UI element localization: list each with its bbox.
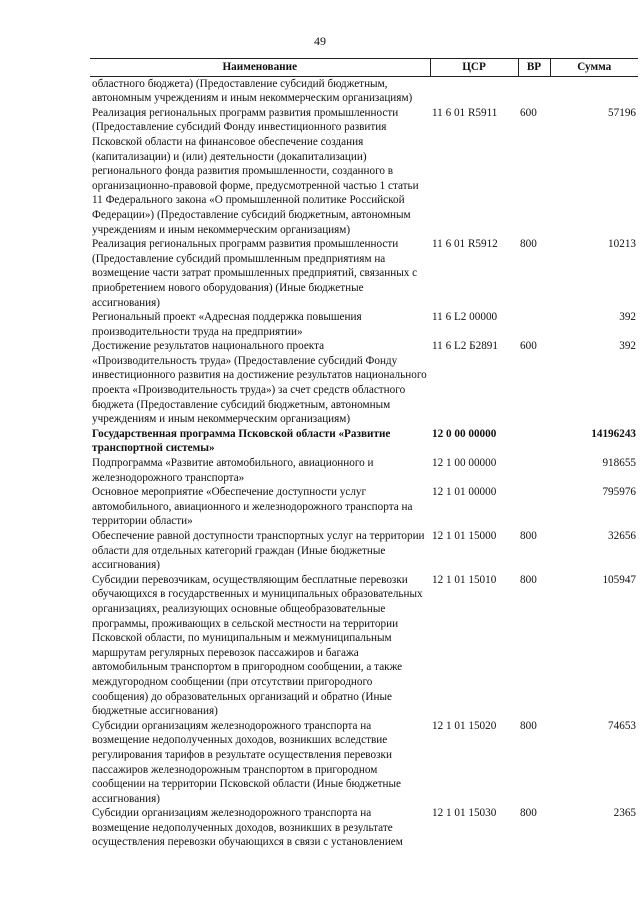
row-csr-cell: 12 1 01 00000 (432, 486, 497, 499)
table-row (90, 456, 638, 485)
row-csr-cell: 12 1 01 15030 (432, 807, 497, 820)
row-vr-cell (518, 76, 550, 106)
table-row (90, 106, 638, 237)
table-row (90, 310, 638, 339)
row-vr-cell: 800 (520, 238, 537, 251)
table-row (90, 806, 638, 850)
row-sum-cell: 795976 (602, 486, 636, 499)
row-csr-cell: 12 1 01 15020 (432, 719, 497, 732)
row-name-cell: Региональный проект «Адресная поддержка повышения производительности труда на предприятии» (92, 311, 362, 338)
row-vr-cell (518, 456, 550, 485)
column-header-csr: ЦСР (430, 59, 518, 77)
table-header-row (90, 59, 638, 77)
row-sum-cell: 392 (619, 311, 636, 324)
table-row (90, 573, 638, 719)
row-name-cell: областного бюджета) (Предоставление субсидий бюджетным, автономным учреждениям и иным некоммерческим организациям) (92, 77, 413, 105)
table-row (90, 485, 638, 529)
row-vr-cell: 800 (520, 573, 537, 586)
row-vr-cell (518, 427, 550, 456)
column-header-vr: ВР (518, 59, 550, 77)
column-header-name: Наименование (90, 59, 430, 77)
row-csr-cell: 11 6 L2 00000 (432, 311, 498, 324)
row-sum-cell: 32656 (608, 530, 636, 542)
row-csr-cell (430, 76, 518, 106)
row-sum-cell (550, 76, 638, 106)
table-row (90, 529, 638, 573)
row-name-cell: Субсидии перевозчикам, осуществляющим бесплатные перевозки обучающихся в государственных и муниципальных образовательных организациях, реализующих основные общеобразовательные программы, проживающих в сельской местности на территории Псковской области, по муниципальным и межмуниципальным маршрутам регулярных перевозок пассажиров и багажа автомобильным транспортом в пригородном сообщении, а также междугородном сообщении (при отсутствии пригородного сообщения) до образовательных организаций и обратно (Иные бюджетные ассигнования) (92, 573, 423, 718)
table-row (90, 427, 638, 456)
row-sum-cell: 2365 (613, 807, 636, 820)
row-name-cell: Обеспечение равной доступности транспортных услуг на территории области для отдельных категорий граждан (Иные бюджетные ассигнования) (92, 530, 425, 572)
column-header-sum: Сумма (550, 59, 638, 77)
row-vr-cell: 800 (520, 719, 537, 732)
row-sum-cell: 105947 (602, 573, 636, 586)
row-name-cell: Реализация региональных программ развития промышленности (Предоставление субсидий Фонду инвестиционного развития Псковской области на финансовое обеспечение создания (капитализации) и (или) деятельности (докапитализации) регионального фонда развития промышленности, созданного в организационно-правовой форме, предусмотренной частью 1 статьи 11 Федерального закона «О промышленной политике Российской Федерации») (Предоставление субсидий бюджетным, автономным учреждениям и иным некоммерческим организациям) (92, 106, 419, 236)
table-row (90, 237, 638, 310)
row-csr-cell: 12 0 00 00000 (432, 427, 497, 440)
row-name-cell: Реализация региональных программ развития промышленности (Предоставление субсидий промышленным предприятиям на возмещение части затрат промышленных предприятий, связанных с приобретением нового оборудования) (Иные бюджетные ассигнования) (92, 238, 418, 309)
row-csr-cell: 11 6 01 R5912 (432, 238, 498, 251)
row-sum-cell: 918655 (602, 457, 636, 470)
row-sum-cell: 10213 (608, 238, 636, 251)
row-csr-cell: 12 1 00 00000 (432, 457, 497, 470)
row-vr-cell: 600 (520, 340, 537, 353)
row-sum-cell: 14196243 (591, 427, 636, 440)
row-name-cell: Основное мероприятие «Обеспечение доступности услуг автомобильного, авиационного и железнодорожного транспорта на территории области» (92, 486, 413, 528)
row-name-cell: Субсидии организациям железнодорожного транспорта на возмещение недополученных доходов, возникших в результате осуществления перевозки обучающихся в связи с установлением (92, 807, 403, 849)
row-vr-cell (518, 485, 550, 529)
row-csr-cell: 12 1 01 15010 (432, 573, 497, 586)
row-name-cell: Подпрограмма «Развитие автомобильного, авиационного и железнодорожного транспорта» (92, 457, 374, 484)
row-vr-cell: 800 (520, 807, 537, 820)
table-row (90, 339, 638, 427)
row-name-cell: Субсидии организациям железнодорожного транспорта на возмещение недополученных доходов, возникших вследствие регулирования тарифов в результате осуществления перевозки пассажиров железнодорожным транспортом в пригородном сообщении на территории Псковской области (Иные бюджетные ассигнования) (92, 719, 401, 805)
row-vr-cell: 600 (520, 106, 537, 119)
row-name-cell: Государственная программа Псковской области «Развитие транспортной системы» (92, 427, 391, 455)
row-name-cell: Достижение результатов национального проекта «Производительность труда» (Предоставление субсидий Фонду инвестиционного развития на достижение результатов национального проекта «Производительность труда») за счет средств областного бюджета (Предоставление субсидий бюджетным, автономным учреждениям и иным некоммерческим организациям) (92, 340, 427, 426)
budget-table (90, 58, 638, 850)
row-sum-cell: 57196 (608, 106, 636, 119)
row-csr-cell: 12 1 01 15000 (432, 530, 497, 542)
row-sum-cell: 74653 (608, 719, 636, 732)
row-vr-cell: 800 (520, 530, 537, 542)
row-csr-cell: 11 6 L2 Б2891 (432, 340, 498, 353)
table-row (90, 719, 638, 807)
row-vr-cell (518, 310, 550, 339)
row-csr-cell: 11 6 01 R5911 (432, 106, 498, 119)
page-number: 49 (314, 34, 326, 48)
row-sum-cell: 392 (619, 340, 636, 353)
table-row (90, 76, 638, 106)
